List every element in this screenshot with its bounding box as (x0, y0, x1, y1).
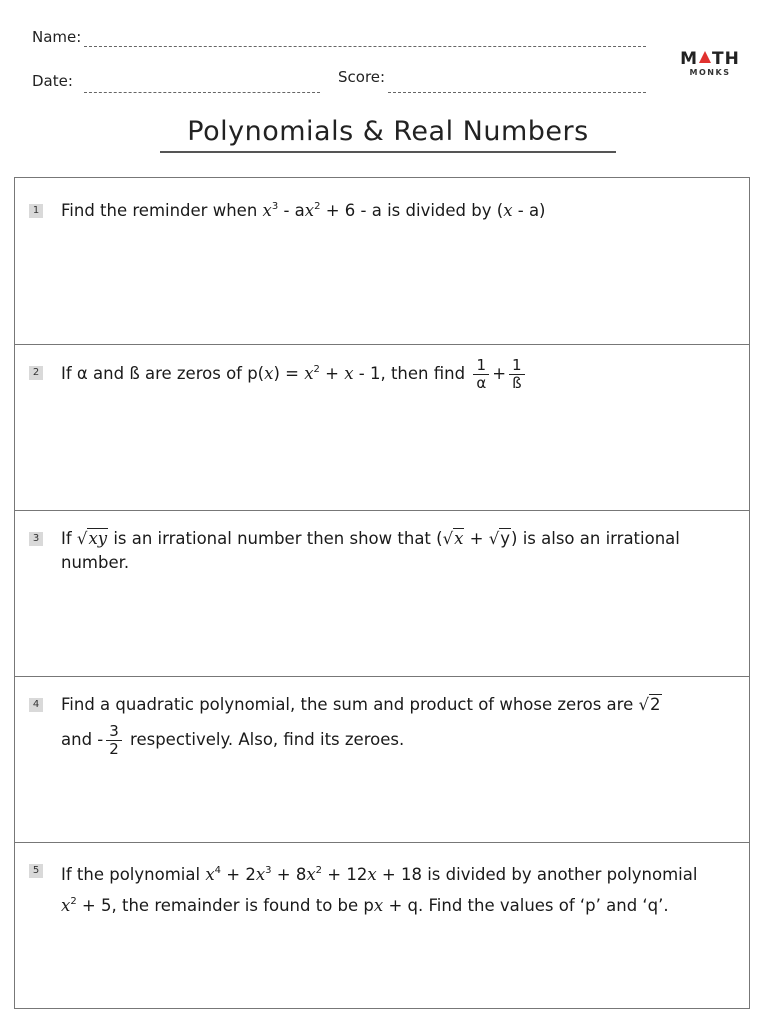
question-number: 4 (29, 698, 43, 712)
question-5-text: If the polynomial $x^4 + 2x^3 + 8x^2 + 12x + 18$ is divided by another polynomial $x^2 + 5$, the remainder is found to be px + q. Find the values of ‘p’ and ‘q’. (61, 865, 698, 915)
question-2-box[interactable] (15, 344, 749, 510)
question-5-box[interactable] (15, 842, 749, 1007)
logo-text-m: M (680, 49, 699, 69)
question-3-box[interactable] (15, 510, 749, 676)
question-number: 5 (29, 864, 43, 878)
question-number: 1 (29, 204, 43, 218)
logo-text-th: TH (712, 49, 740, 69)
question-1-box[interactable] (15, 178, 749, 344)
fraction-1-over-alpha: $\frac{1}{\alpha}$ (473, 357, 489, 392)
date-line[interactable] (84, 92, 320, 93)
name-label: Name: (32, 28, 82, 46)
question-4-box[interactable] (15, 676, 749, 842)
question-3-text: If √xy is an irrational number then show that (√x + √y) is also an irrational number. (61, 529, 680, 572)
question-1-text: Find the reminder when $x^3 - ax^2 + 6 - a$ is divided by (x - a) (61, 201, 546, 220)
name-line[interactable] (84, 46, 646, 47)
question-4-text: Find a quadratic polynomial, the sum and product of whose zeros are √2 and - $\frac{3}{2}$ respectively. Also, find its zeroes. (61, 695, 661, 758)
logo-triangle-icon (699, 51, 711, 63)
math-monks-logo (678, 50, 742, 77)
page-title: Polynomials & Real Numbers (160, 116, 616, 153)
fraction-1-over-beta: $\frac{1}{ß}$ (509, 357, 525, 392)
question-2-text: If α and ß are zeros of $p(x) = x^2 + x - 1$, then find $\frac{1}{\alpha}$ + $\frac{1}{ß}$ (61, 355, 737, 393)
logo-subtitle: MONKS (689, 68, 731, 77)
fraction-3-over-2: $\frac{3}{2}$ (106, 723, 122, 758)
question-sheet (14, 177, 750, 1009)
question-number: 3 (29, 532, 43, 546)
date-label: Date: (32, 72, 73, 90)
score-label: Score: (338, 68, 386, 86)
score-line[interactable] (388, 92, 646, 93)
question-number: 2 (29, 366, 43, 380)
